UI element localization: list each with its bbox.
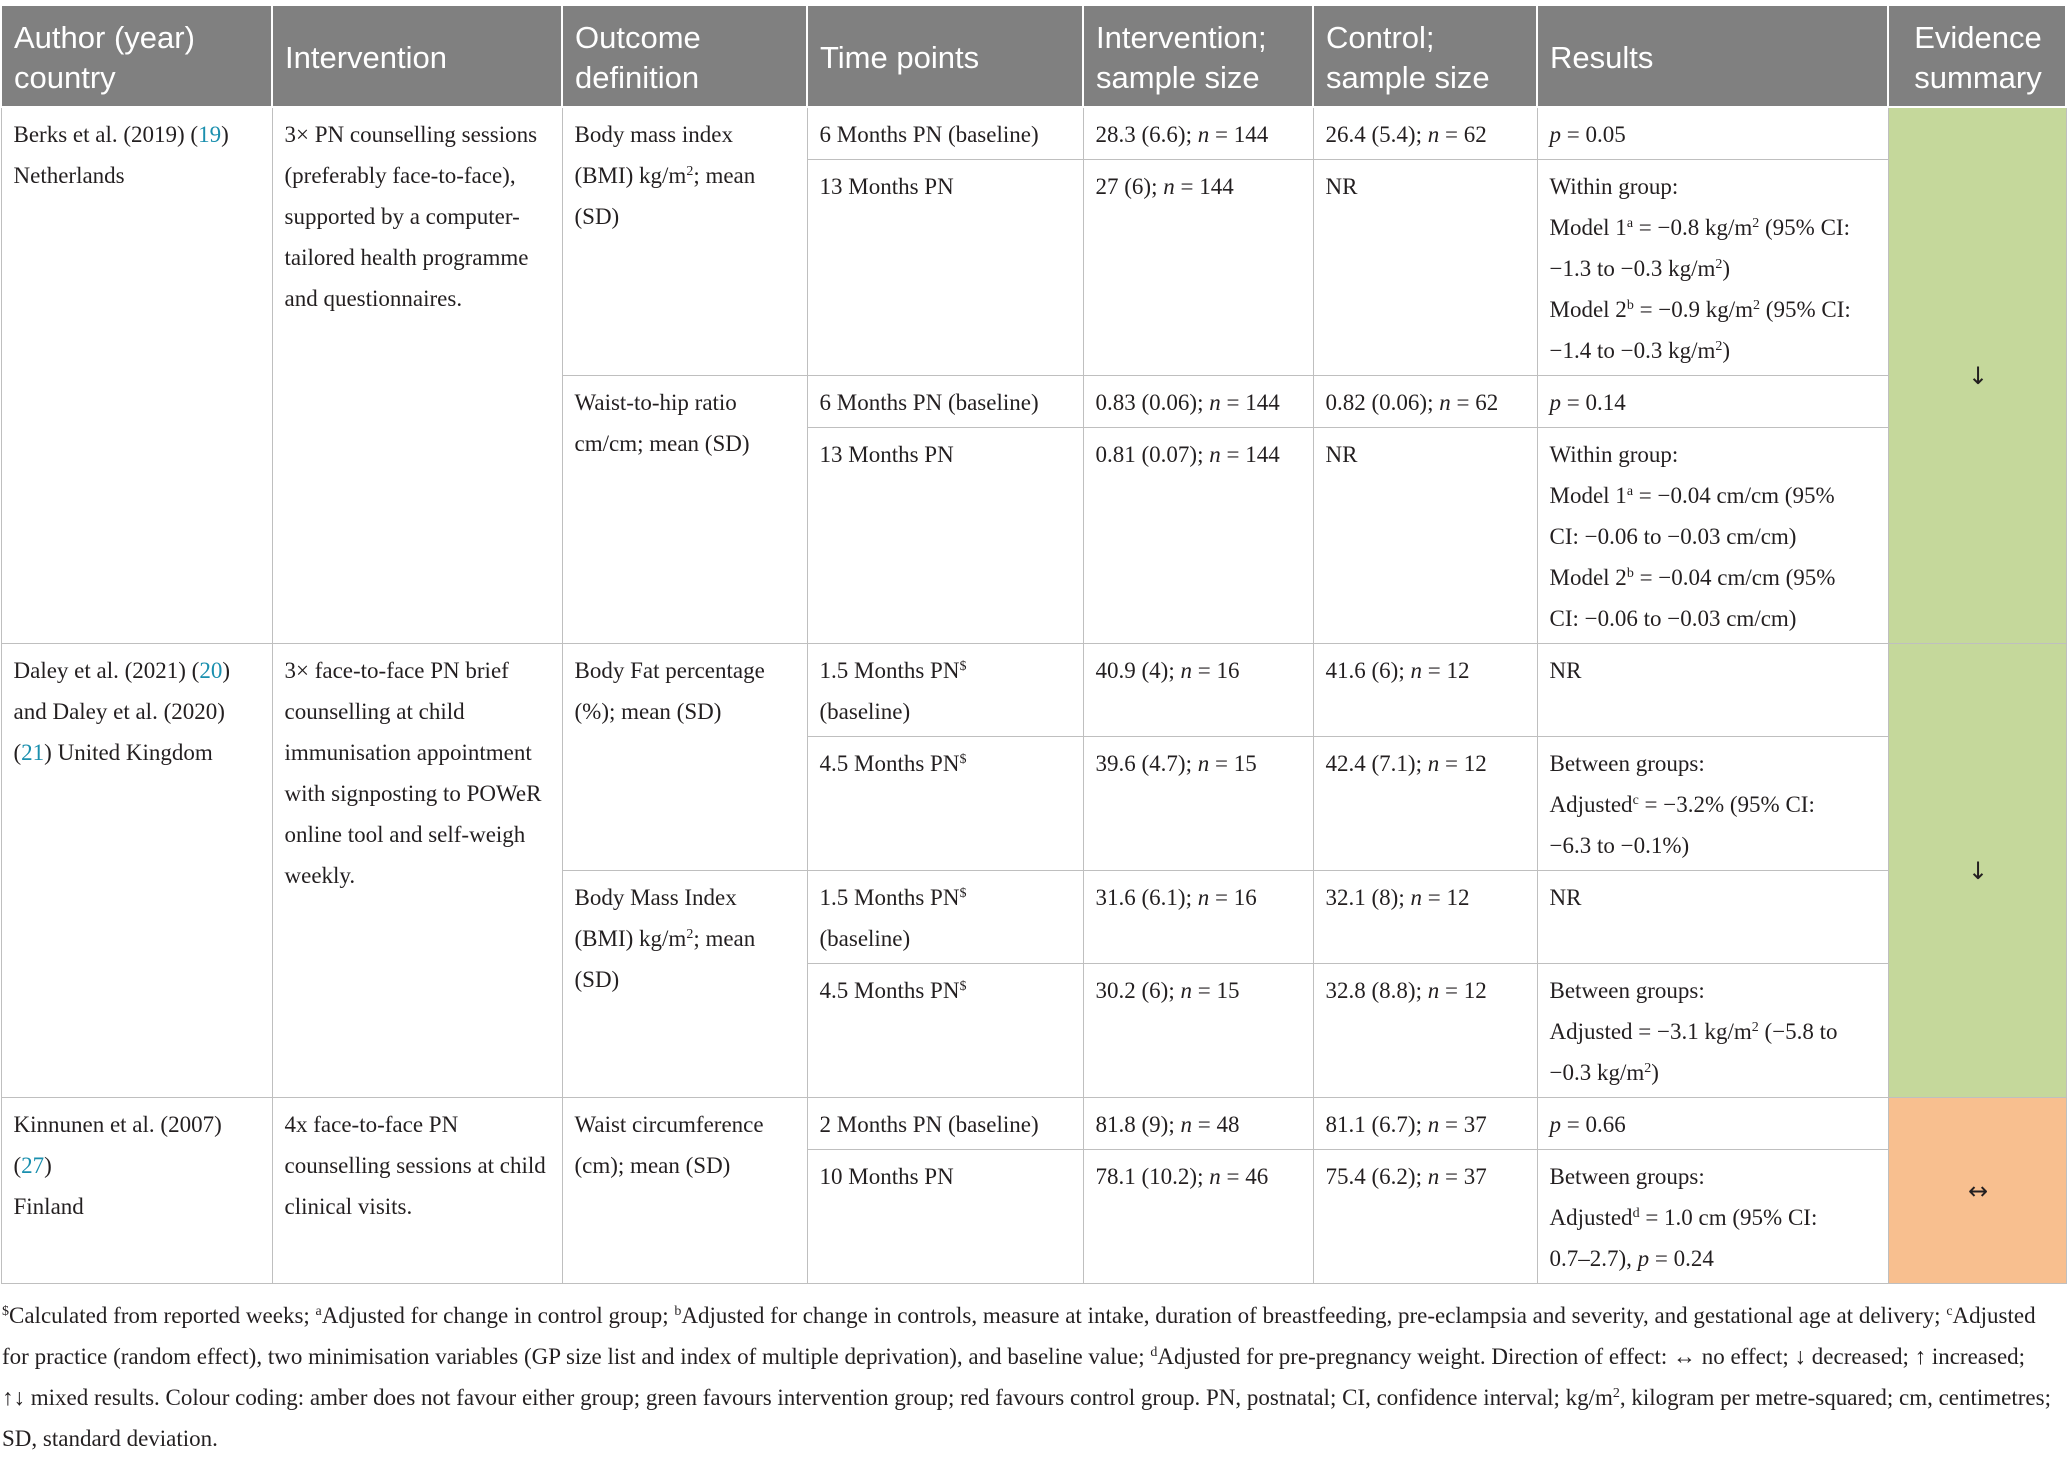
time-cell: 10 Months PN — [807, 1150, 1083, 1284]
control-n-cell: 32.1 (8); n = 12 — [1313, 871, 1537, 964]
reference-link[interactable]: 19 — [198, 122, 222, 147]
outcome-cell: Waist circumference (cm); mean (SD) — [562, 1098, 807, 1284]
control-n-cell: 81.1 (6.7); n = 37 — [1313, 1098, 1537, 1150]
outcome-cell: Body Fat percentage (%); mean (SD) — [562, 644, 807, 871]
time-cell: 1.5 Months PN$ (baseline) — [807, 644, 1083, 737]
outcome-cell: Body Mass Index (BMI) $kg/m^2$; mean (SD) — [562, 871, 807, 1098]
results-cell: Between groups: Adjusted$^d$ = 1.0 cm (95% CI: 0.7–2.7), p = 0.24 — [1537, 1150, 1888, 1284]
results-cell: Within group: Model $1^a = -0.8$ $kg/m^2$ (95% CI: −1.3 to −0.3 $kg/m^2$) Model $2^b = -0.9$ $kg/m^2$ (95% CI: −1.4 to −0.3 $kg/m^2$) — [1537, 160, 1888, 376]
table-row — [1, 644, 2066, 737]
intervention-n-cell: 27 (6); n = 144 — [1083, 160, 1313, 376]
intervention-n-cell: 39.6 (4.7); n = 15 — [1083, 737, 1313, 871]
results-cell: NR — [1537, 644, 1888, 737]
evidence-no-effect-icon: ↔ — [1888, 1098, 2066, 1284]
results-cell: p = 0.14 — [1537, 376, 1888, 428]
reference-link[interactable]: 27 — [21, 1153, 45, 1178]
results-cell: Between groups: Adjusted$^c$ = −3.2% (95% CI: −6.3 to −0.1%) — [1537, 737, 1888, 871]
header-results: Results — [1537, 5, 1888, 107]
outcome-cell: Waist-to-hip ratio cm/cm; mean (SD) — [562, 376, 807, 644]
outcome-cell: Body mass index (BMI) $kg/m^2$; mean (SD) — [562, 107, 807, 376]
intervention-n-cell: 78.1 (10.2); n = 46 — [1083, 1150, 1313, 1284]
intervention-cell: 4x face-to-face PN counselling sessions at child clinical visits. — [272, 1098, 562, 1284]
intervention-n-cell: 81.8 (9); n = 48 — [1083, 1098, 1313, 1150]
time-cell: 6 Months PN (baseline) — [807, 107, 1083, 160]
intervention-n-cell: 40.9 (4); n = 16 — [1083, 644, 1313, 737]
results-cell: NR — [1537, 871, 1888, 964]
results-cell: Within group: Model $1^a = -0.04$ cm/cm (95% CI: −0.06 to −0.03 cm/cm) Model $2^b = -0.04$ cm/cm (95% CI: −0.06 to −0.03 cm/cm) — [1537, 428, 1888, 644]
author-cell: Daley et al. (2021) (20) and Daley et al. (2020) (21) United Kingdom — [1, 644, 272, 1098]
time-cell: 13 Months PN — [807, 160, 1083, 376]
control-n-cell: NR — [1313, 160, 1537, 376]
table-footnote: $Calculated from reported weeks; $^a$Adjusted for change in control group; $^b$Adjusted for change in controls, measure at intake, duration of breastfeeding, pre-eclampsia and severity, and gestational age at delivery; $^c$Adjusted for practice (random effect), two minimisation variables (GP size list and index of multiple deprivation), and baseline value; $^d$Adjusted for pre-pregnancy weight. Direction of effect: ↔ no effect; ↓ decreased; ↑ increased; ↑↓ mixed results. Colour coding: amber does not favour either group; green favours intervention group; red favours control group. PN, postnatal; CI, confidence interval; $kg/m^2$, kilogram per metre-squared; cm, centimetres; SD, standard deviation. — [2, 1303, 2051, 1451]
evidence-table — [0, 4, 2067, 1284]
results-cell: Between groups: Adjusted = −3.1 $kg/m^2$ (−5.8 to −0.3 $kg/m^2$) — [1537, 964, 1888, 1098]
time-cell: 4.5 Months PN$ — [807, 964, 1083, 1098]
author-cell: Kinnunen et al. (2007) (27) Finland — [1, 1098, 272, 1284]
header-author: Author (year) country — [1, 5, 272, 107]
header-control-n: Control; sample size — [1313, 5, 1537, 107]
intervention-n-cell: 28.3 (6.6); n = 144 — [1083, 107, 1313, 160]
control-n-cell: 42.4 (7.1); n = 12 — [1313, 737, 1537, 871]
intervention-n-cell: 30.2 (6); n = 15 — [1083, 964, 1313, 1098]
header-intervention-n: Intervention; sample size — [1083, 5, 1313, 107]
intervention-n-cell: 31.6 (6.1); n = 16 — [1083, 871, 1313, 964]
table-header-row — [1, 5, 2066, 107]
control-n-cell: NR — [1313, 428, 1537, 644]
time-cell: 6 Months PN (baseline) — [807, 376, 1083, 428]
table-row — [1, 107, 2066, 160]
reference-link[interactable]: 21 — [21, 740, 45, 765]
author-cell: Berks et al. (2019) (19) Netherlands — [1, 107, 272, 644]
time-cell: 1.5 Months PN$ (baseline) — [807, 871, 1083, 964]
control-n-cell: 26.4 (5.4); n = 62 — [1313, 107, 1537, 160]
evidence-decreased-icon: ↓ — [1888, 644, 2066, 1098]
intervention-n-cell: 0.81 (0.07); n = 144 — [1083, 428, 1313, 644]
time-cell: 2 Months PN (baseline) — [807, 1098, 1083, 1150]
results-cell: p = 0.66 — [1537, 1098, 1888, 1150]
header-outcome: Outcome definition — [562, 5, 807, 107]
intervention-cell: 3× PN counselling sessions (preferably face-to-face), supported by a computer-tailored health programme and questionnaires. — [272, 107, 562, 644]
control-n-cell: 75.4 (6.2); n = 37 — [1313, 1150, 1537, 1284]
time-cell: 13 Months PN — [807, 428, 1083, 644]
table-row — [1, 1098, 2066, 1150]
reference-link[interactable]: 20 — [199, 658, 223, 683]
header-time: Time points — [807, 5, 1083, 107]
control-n-cell: 41.6 (6); n = 12 — [1313, 644, 1537, 737]
evidence-decreased-icon: ↓ — [1888, 107, 2066, 644]
header-evidence: Evidence summary — [1888, 5, 2066, 107]
control-n-cell: 0.82 (0.06); n = 62 — [1313, 376, 1537, 428]
intervention-cell: 3× face-to-face PN brief counselling at child immunisation appointment with signposting to POWeR online tool and self-weigh weekly. — [272, 644, 562, 1098]
header-intervention: Intervention — [272, 5, 562, 107]
control-n-cell: 32.8 (8.8); n = 12 — [1313, 964, 1537, 1098]
time-cell: 4.5 Months PN$ — [807, 737, 1083, 871]
intervention-n-cell: 0.83 (0.06); n = 144 — [1083, 376, 1313, 428]
results-cell: p = 0.05 — [1537, 107, 1888, 160]
